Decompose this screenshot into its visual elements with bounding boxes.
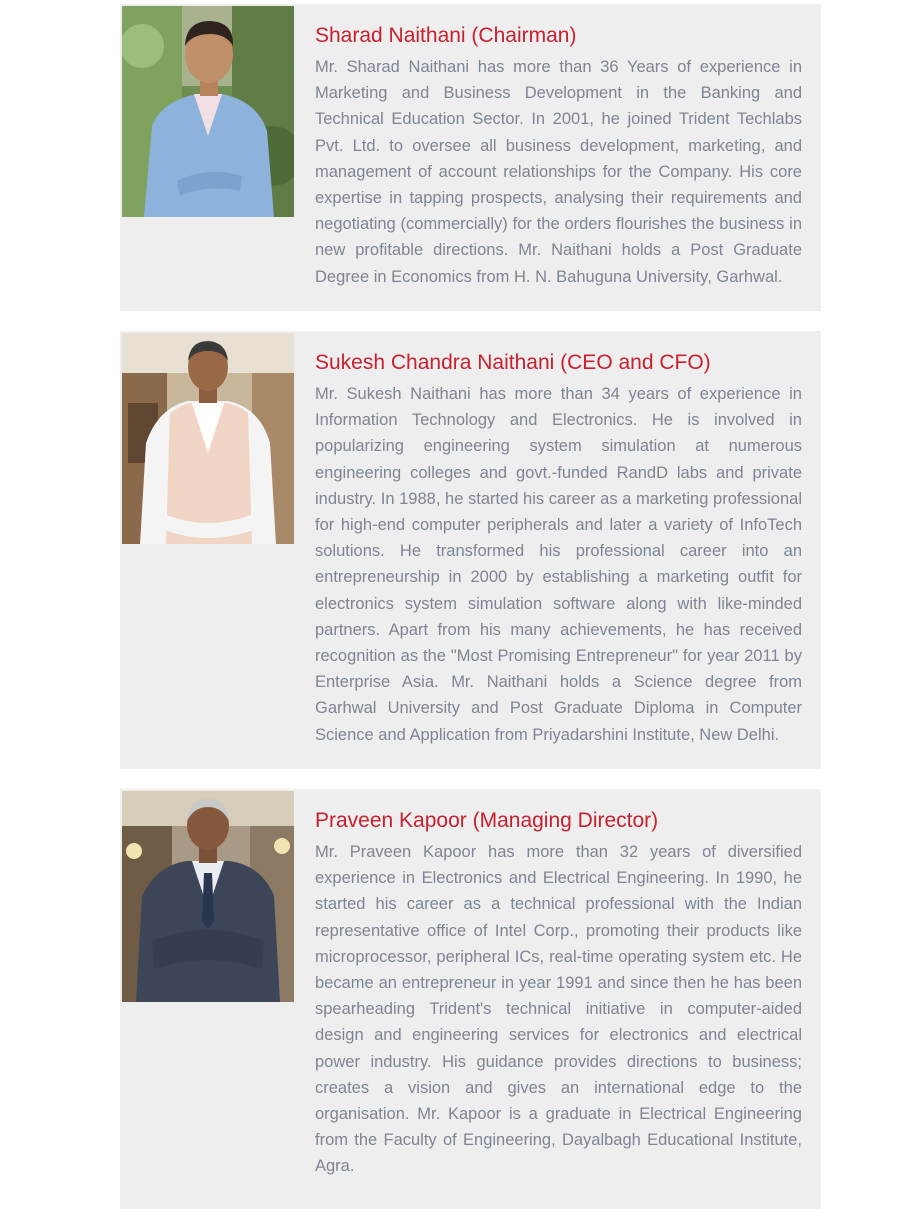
- member-bio: Mr. Sukesh Naithani has more than 34 years of experience in Information Technology and Electronics. He is involved in popularizing engineering system simulation at numerous engineering colleges and govt.-funded RandD labs and private industry. In 1988, he started his career as a marketing professional for high-end computer peripherals and later a variety of InfoTech solutions. He transformed his professional career into an entrepreneurship in 2000 by establishing a marketing outfit for electronics system simulation software along with like-minded partners. Apart from his many achievements, he has received recognition as the "Most Promising Entrepreneur" for year 2011 by Enterprise Asia. Mr. Naithani holds a Science degree from Garhwal University and Post Graduate Diploma in Computer Science and Application from Priyadarshini Institute, New Delhi.: [315, 385, 802, 744]
- portrait-photo: [122, 6, 294, 217]
- member-name: Sharad Naithani (Chairman): [315, 24, 577, 47]
- portrait-photo-image: [122, 791, 294, 1002]
- portrait-photo: [122, 791, 294, 1002]
- member-name: Praveen Kapoor (Managing Director): [315, 809, 659, 832]
- member-name: Sukesh Chandra Naithani (CEO and CFO): [315, 351, 711, 374]
- member-bio: Mr. Praveen Kapoor has more than 32 years of diversified experience in Electronics and Electrical Engineering. In 1990, he started his career as a technical professional with the Indian representative office of Intel Corp., promoting their products like microprocessor, peripheral ICs, real-time operating system etc. He became an entrepreneur in year 1991 and since then he has been spearheading Trident's technical initiative in computer-aided design and engineering services for electronics and electrical power industry. His guidance provides directions to business; creates a vision and gives an international edge to the organisation. Mr. Kapoor is a graduate in Electrical Engineering from the Faculty of Engineering, Dayalbagh Educational Institute, Agra.: [315, 843, 802, 1176]
- portrait-photo: [122, 333, 294, 544]
- member-bio: Mr. Sharad Naithani has more than 36 Years of experience in Marketing and Business Development in the Banking and Technical Education Sector. In 2001, he joined Trident Techlabs Pvt. Ltd. to oversee all business development, marketing, and management of account relationships for the Company. His core expertise in tapping prospects, analysing their requirements and negotiating (commercially) for the orders flourishes the business in new profitable directions. Mr. Naithani holds a Post Graduate Degree in Economics from H. N. Bahuguna University, Garhwal.: [315, 58, 802, 286]
- team-member-card-chairman: [120, 4, 821, 311]
- portrait-photo-image: [122, 333, 294, 544]
- team-member-card-ceo: [120, 331, 821, 769]
- portrait-photo-image: [122, 6, 294, 217]
- team-member-card-managing-director: [120, 789, 821, 1209]
